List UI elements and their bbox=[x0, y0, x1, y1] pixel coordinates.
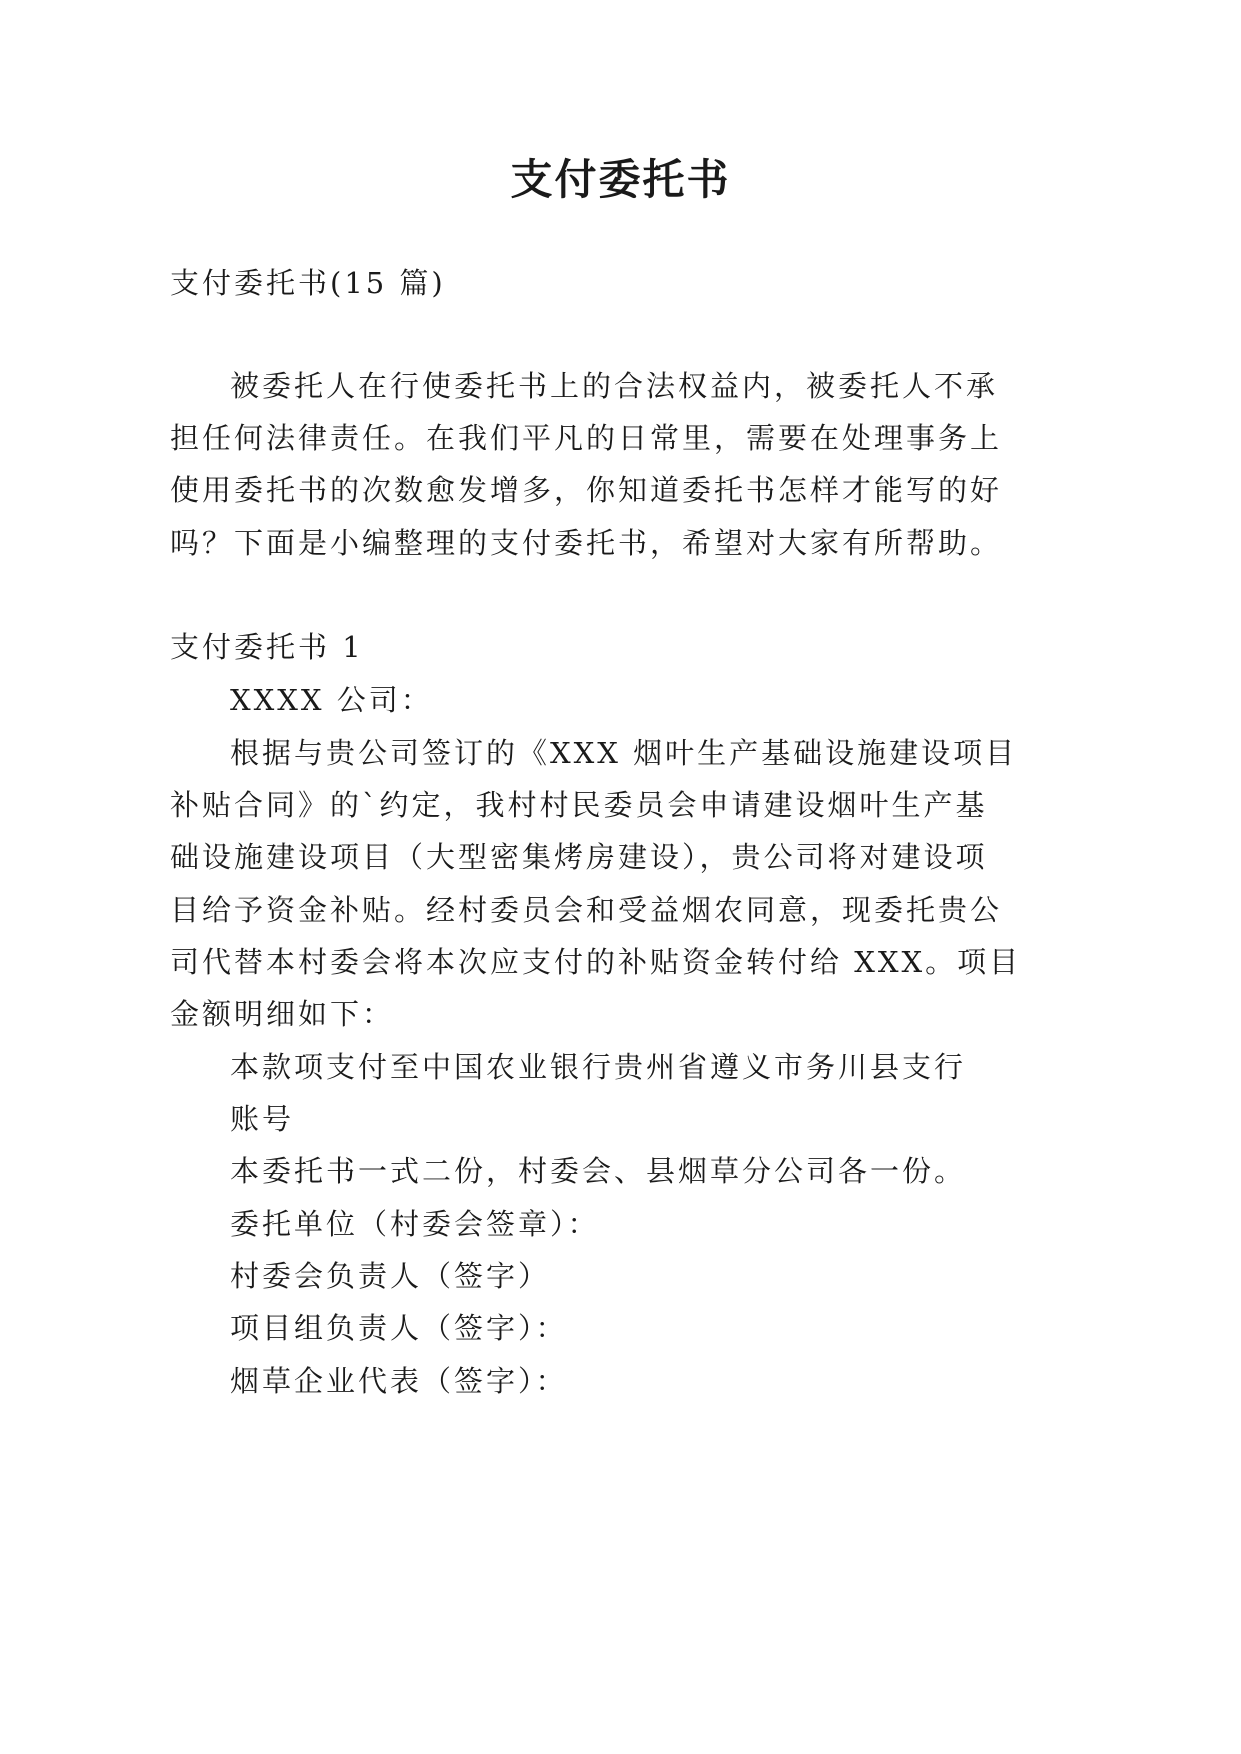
body-line: 根据与贵公司签订的《XXX 烟叶生产基础设施建设项目 bbox=[230, 736, 1018, 770]
intro-line: 吗？下面是小编整理的支付委托书，希望对大家有所帮助。 bbox=[170, 526, 1003, 560]
signature-line: 村委会负责人（签字） bbox=[230, 1259, 551, 1293]
intro-line: 担任何法律责任。在我们平凡的日常里，需要在处理事务上 bbox=[170, 421, 1003, 455]
copies-line: 本委托书一式二份，村委会、县烟草分公司各一份。 bbox=[230, 1154, 967, 1188]
intro-line: 使用委托书的次数愈发增多，你知道委托书怎样才能写的好 bbox=[170, 473, 1003, 507]
intro-line: 被委托人在行使委托书上的合法权益内，被委托人不承 bbox=[230, 369, 999, 403]
signature-line: 烟草企业代表（签字）： bbox=[230, 1364, 568, 1398]
account-label: 账号 bbox=[230, 1102, 295, 1136]
document-subtitle: 支付委托书(15 篇) bbox=[170, 266, 446, 300]
body-line: 目给予资金补贴。经村委员会和受益烟农同意，现委托贵公 bbox=[170, 893, 1003, 927]
bank-line: 本款项支付至中国农业银行贵州省遵义市务川县支行 bbox=[230, 1050, 967, 1084]
body-line: 金额明细如下： bbox=[170, 997, 395, 1031]
signature-line: 委托单位（村委会签章）： bbox=[230, 1207, 600, 1241]
signature-line: 项目组负责人（签字）： bbox=[230, 1311, 568, 1345]
body-line: 补贴合同》的`约定，我村村民委员会申请建设烟叶生产基 bbox=[170, 788, 988, 822]
document-title: 支付委托书 bbox=[510, 155, 731, 204]
salutation: XXXX 公司： bbox=[230, 683, 433, 717]
body-line: 础设施建设项目（大型密集烤房建设），贵公司将对建设项 bbox=[170, 840, 988, 874]
body-line: 司代替本村委会将本次应支付的补贴资金转付给 XXX。项目 bbox=[170, 945, 1022, 979]
section-heading: 支付委托书 1 bbox=[170, 630, 364, 664]
